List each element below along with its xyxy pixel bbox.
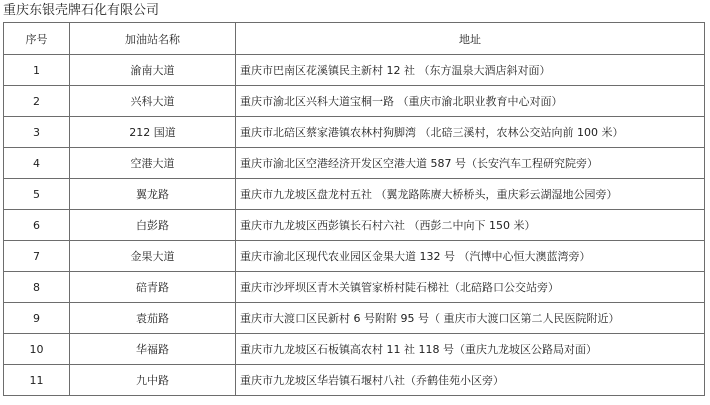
header-address: 地址 xyxy=(236,23,705,55)
cell-serial-number: 8 xyxy=(4,272,70,303)
cell-serial-number: 7 xyxy=(4,241,70,272)
cell-serial-number: 9 xyxy=(4,303,70,334)
cell-station-name: 空港大道 xyxy=(70,148,236,179)
cell-station-name: 渝南大道 xyxy=(70,55,236,86)
table-header-row xyxy=(4,23,705,55)
cell-address: 重庆市九龙坡区盘龙村五社 （翼龙路陈赓大桥桥头，重庆彩云湖湿地公园旁） xyxy=(236,179,705,210)
cell-station-name: 兴科大道 xyxy=(70,86,236,117)
cell-serial-number: 2 xyxy=(4,86,70,117)
cell-station-name: 华福路 xyxy=(70,334,236,365)
table-row xyxy=(4,303,705,334)
table-row xyxy=(4,210,705,241)
cell-station-name: 212 国道 xyxy=(70,117,236,148)
table-row xyxy=(4,334,705,365)
cell-address: 重庆市九龙坡区西彭镇长石村六社 （西彭二中向下 150 米） xyxy=(236,210,705,241)
cell-serial-number: 4 xyxy=(4,148,70,179)
cell-address: 重庆市渝北区现代农业园区金果大道 132 号 （汽博中心恒大澳蓝湾旁） xyxy=(236,241,705,272)
cell-serial-number: 5 xyxy=(4,179,70,210)
cell-serial-number: 3 xyxy=(4,117,70,148)
header-serial-number: 序号 xyxy=(4,23,70,55)
table-row xyxy=(4,148,705,179)
table-row xyxy=(4,272,705,303)
cell-station-name: 金果大道 xyxy=(70,241,236,272)
cell-address: 重庆市渝北区空港经济开发区空港大道 587 号（长安汽车工程研究院旁） xyxy=(236,148,705,179)
table-row xyxy=(4,241,705,272)
cell-station-name: 九中路 xyxy=(70,365,236,396)
cell-station-name: 白彭路 xyxy=(70,210,236,241)
table-row xyxy=(4,117,705,148)
cell-address: 重庆市九龙坡区石板镇高农村 11 社 118 号（重庆九龙坡区公路局对面） xyxy=(236,334,705,365)
cell-serial-number: 1 xyxy=(4,55,70,86)
header-station-name: 加油站名称 xyxy=(70,23,236,55)
table-row xyxy=(4,86,705,117)
cell-address: 重庆市九龙坡区华岩镇石堰村八社（乔鹤佳苑小区旁） xyxy=(236,365,705,396)
cell-station-name: 碚青路 xyxy=(70,272,236,303)
cell-address: 重庆市巴南区花溪镇民主新村 12 社 （东方温泉大酒店斜对面） xyxy=(236,55,705,86)
cell-station-name: 袁茄路 xyxy=(70,303,236,334)
table-row xyxy=(4,55,705,86)
cell-serial-number: 6 xyxy=(4,210,70,241)
cell-address: 重庆市沙坪坝区青木关镇管家桥村陡石梯社（北碚路口公交站旁） xyxy=(236,272,705,303)
cell-address: 重庆市渝北区兴科大道宝桐一路 （重庆市渝北职业教育中心对面） xyxy=(236,86,705,117)
cell-address: 重庆市北碚区蔡家港镇农林村狗脚湾 （北碚三溪村，农林公交站向前 100 米） xyxy=(236,117,705,148)
gas-station-table xyxy=(3,22,705,396)
table-row xyxy=(4,179,705,210)
cell-serial-number: 10 xyxy=(4,334,70,365)
cell-address: 重庆市大渡口区民新村 6 号附附 95 号（ 重庆市大渡口区第二人民医院附近） xyxy=(236,303,705,334)
table-row xyxy=(4,365,705,396)
cell-serial-number: 11 xyxy=(4,365,70,396)
document-title: 重庆东银壳牌石化有限公司 xyxy=(3,3,160,18)
cell-station-name: 翼龙路 xyxy=(70,179,236,210)
